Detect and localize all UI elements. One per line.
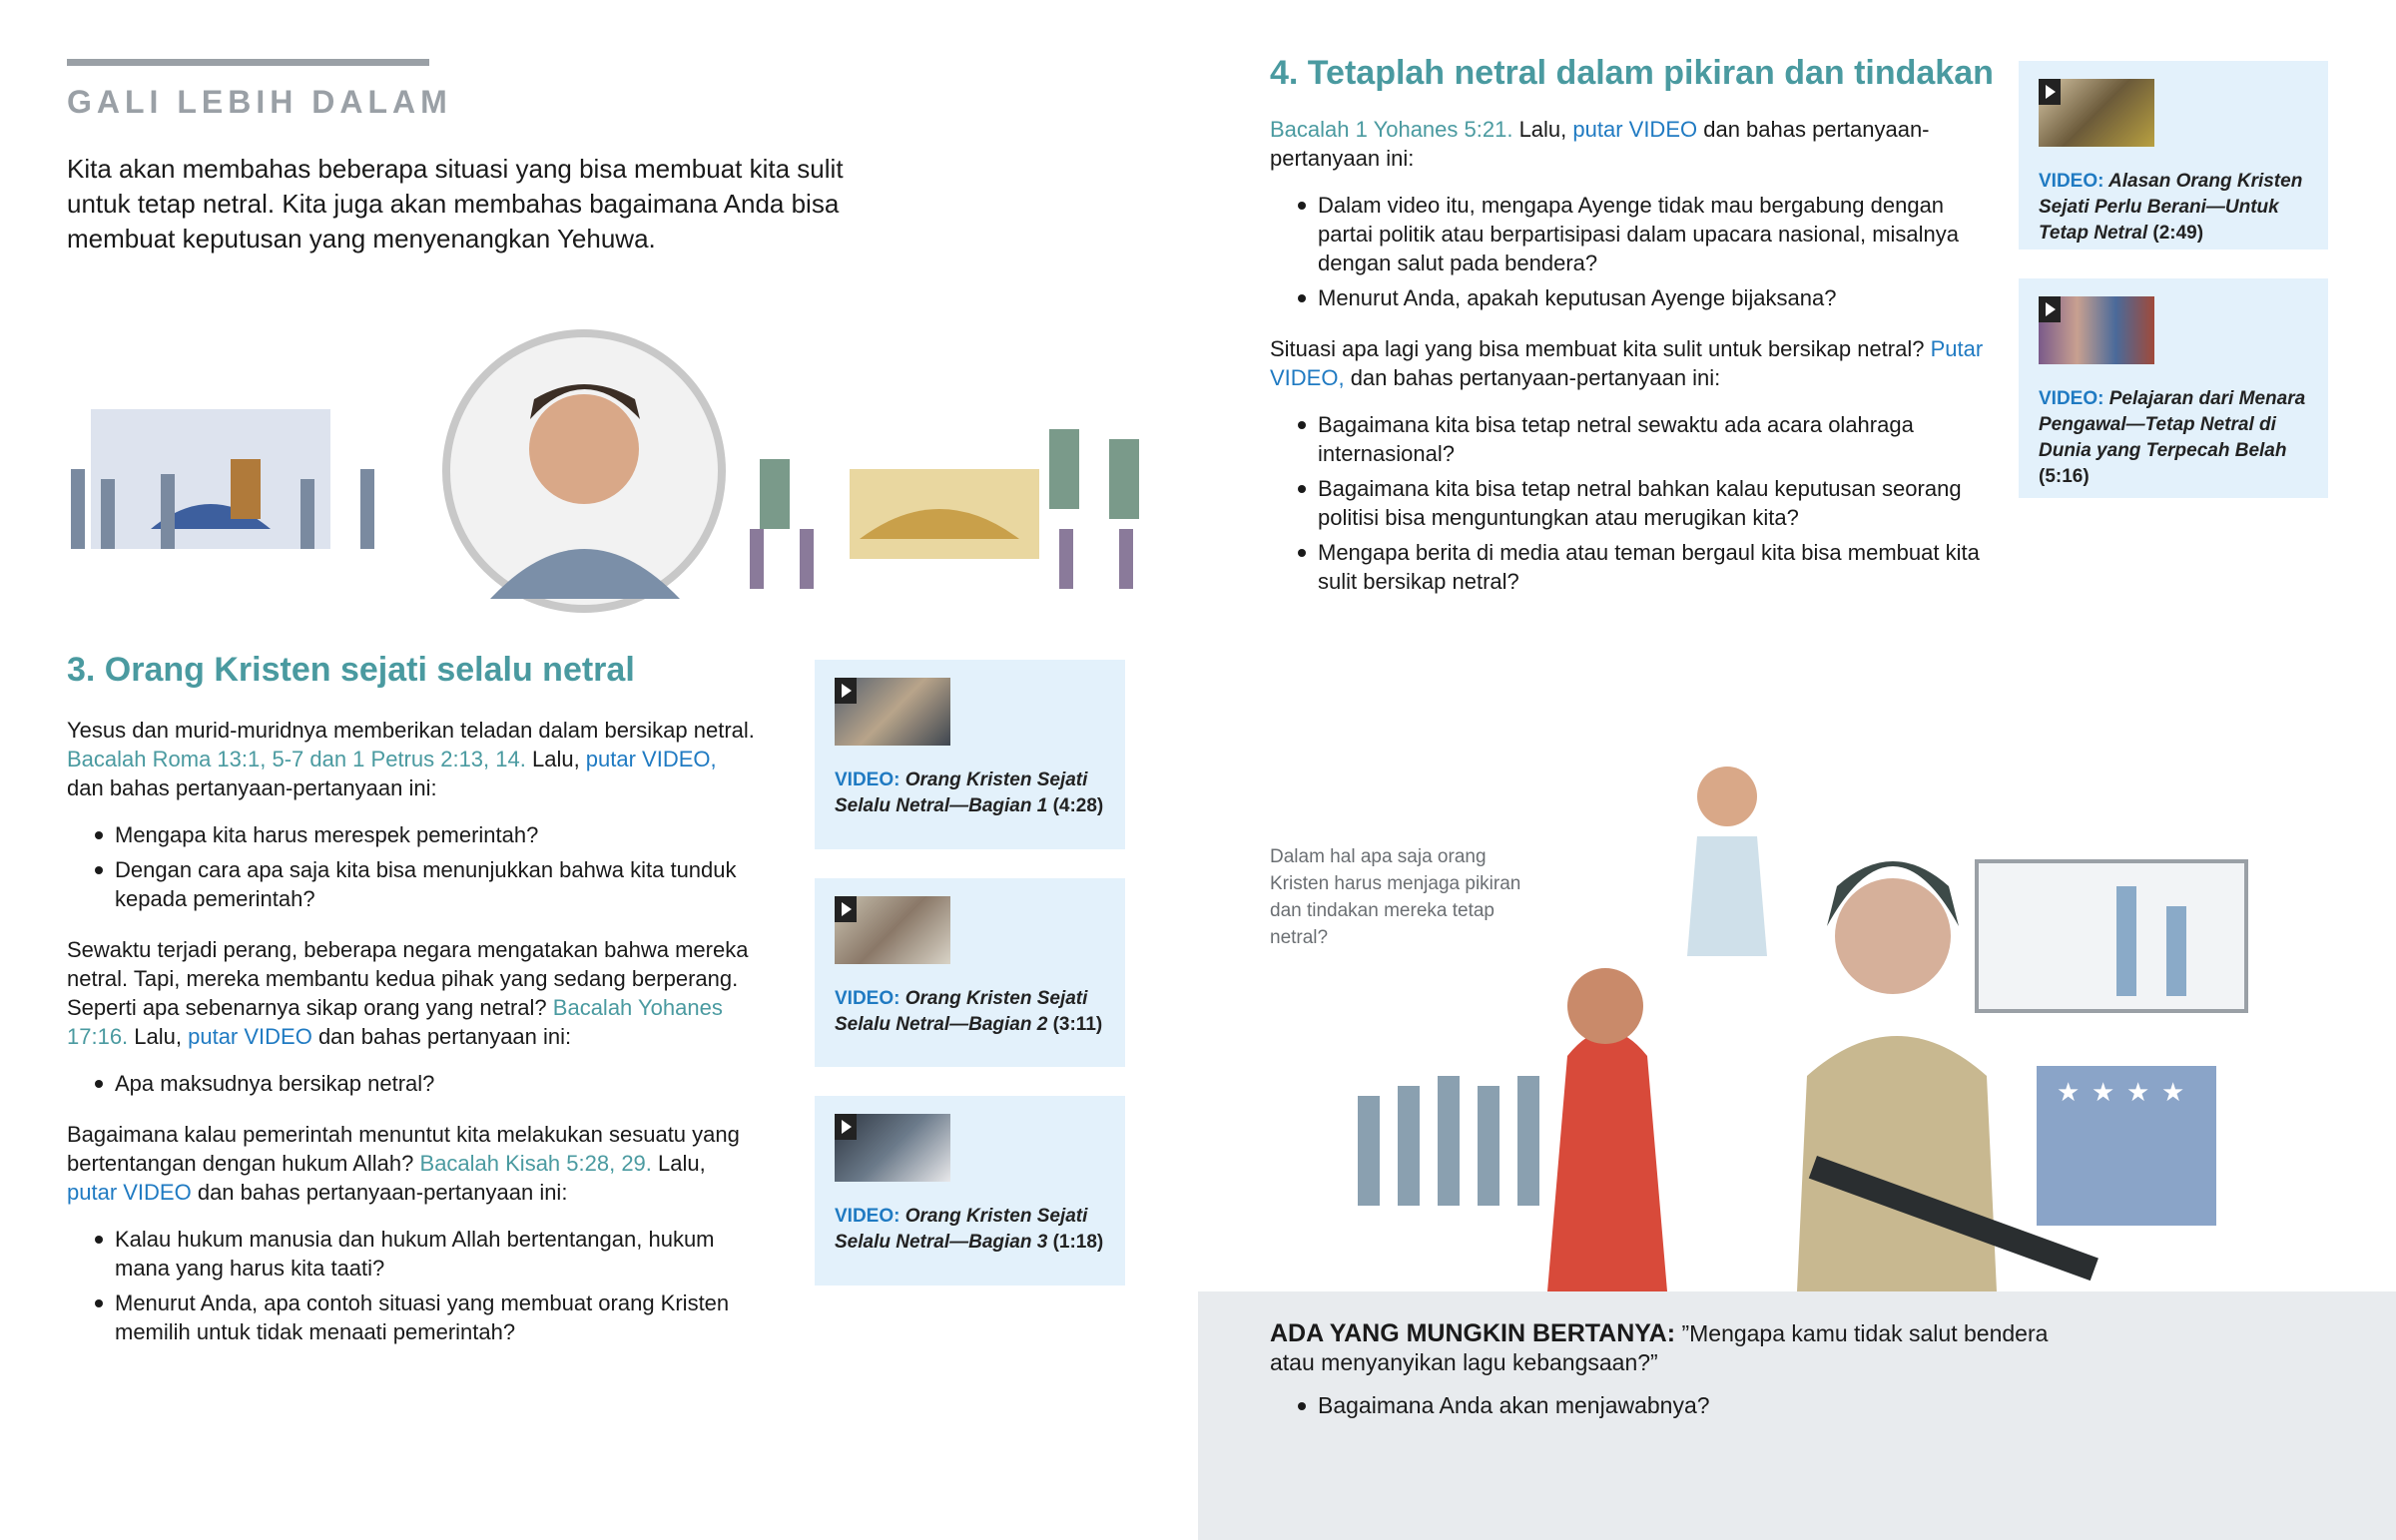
text: Lalu,	[525, 747, 586, 771]
kicker: GALI LEBIH DALAM	[67, 84, 452, 120]
play-video-link[interactable]: putar VIDEO,	[585, 747, 717, 771]
video-thumbnail[interactable]	[835, 1114, 950, 1182]
question: Dengan cara apa saja kita bisa menunjukkan bahwa kita tunduk kepada pemerintah?	[67, 855, 756, 913]
question: Mengapa kita harus merespek pemerintah?	[67, 820, 756, 849]
s3-paragraph-1	[67, 716, 756, 802]
text: dan bahas pertanyaan-pertanyaan ini:	[191, 1180, 568, 1205]
section-3	[67, 651, 756, 1368]
ask-section	[1270, 1319, 2089, 1442]
text: Lalu,	[128, 1024, 189, 1049]
video-label: VIDEO:	[2039, 388, 2104, 409]
question: Kalau hukum manusia dan hukum Allah bertentangan, hukum mana yang harus kita taati?	[67, 1225, 756, 1283]
video-duration: (5:16)	[2039, 466, 2090, 487]
section-4-title: 4. Tetaplah netral dalam pikiran dan tindakan	[1270, 54, 1994, 92]
section-rule	[67, 59, 429, 66]
play-icon	[2039, 79, 2061, 105]
play-video-link[interactable]: Putar VIDEO,	[1270, 336, 1984, 390]
question: Dalam video itu, mengapa Ayenge tidak mau bergabung dengan partai politik atau berpartisipasi dalam upacara nasional, misalnya dengan salut pada bendera?	[1270, 191, 1989, 277]
video-title: Orang Kristen Sejati Selalu Netral—Bagian 1	[835, 770, 1088, 816]
video-title: Orang Kristen Sejati Selalu Netral—Bagian 2	[835, 988, 1088, 1035]
video-thumbnail[interactable]	[2039, 296, 2154, 364]
video-duration: (4:28)	[1052, 795, 1104, 816]
text: dan bahas pertanyaan-pertanyaan ini:	[1344, 365, 1721, 390]
play-icon	[835, 1114, 857, 1140]
video-label: VIDEO:	[2039, 171, 2104, 192]
s3-paragraph-3	[67, 1120, 756, 1207]
video-title: Orang Kristen Sejati Selalu Netral—Bagian 3	[835, 1206, 1088, 1253]
s3-paragraph-2	[67, 935, 756, 1051]
ask-label: ADA YANG MUNGKIN BERTANYA:	[1270, 1319, 1676, 1347]
play-icon	[835, 896, 857, 922]
video-caption	[835, 768, 1105, 819]
video-duration: (3:11)	[1052, 1014, 1103, 1035]
video-label: VIDEO:	[835, 1206, 900, 1227]
video-caption	[2039, 169, 2308, 247]
text: Situasi apa lagi yang bisa membuat kita sulit untuk bersikap netral?	[1270, 336, 1931, 361]
play-icon	[2039, 296, 2061, 322]
text: Sewaktu terjadi perang, beberapa negara mengatakan bahwa mereka netral. Tapi, mereka membantu kedua pihak yang sedang berperang. Seperti apa sebenarnya sikap orang yang netral?	[67, 937, 749, 1020]
video-card[interactable]	[2019, 278, 2328, 498]
text: Lalu,	[1512, 117, 1573, 142]
video-card[interactable]	[815, 660, 1125, 849]
s4-paragraph-1	[1270, 115, 1989, 173]
video-card[interactable]	[815, 1096, 1125, 1285]
video-label: VIDEO:	[835, 770, 900, 790]
video-card[interactable]	[815, 878, 1125, 1067]
svg-text:★: ★	[2057, 1077, 2081, 1107]
scripture-link[interactable]: Bacalah 1 Yohanes 5:21.	[1270, 117, 1513, 142]
text: dan bahas pertanyaan-pertanyaan ini:	[1270, 117, 1930, 171]
video-label: VIDEO:	[835, 988, 900, 1009]
video-title: Alasan Orang Kristen Sejati Perlu Berani—Untuk Tetap Netral	[2039, 171, 2303, 244]
text: dan bahas pertanyaan ini:	[311, 1024, 572, 1049]
question: Bagaimana Anda akan menjawabnya?	[1270, 1391, 2089, 1420]
video-caption	[2039, 386, 2308, 490]
play-video-link[interactable]: putar VIDEO	[67, 1180, 192, 1205]
video-duration: (2:49)	[2152, 223, 2204, 244]
s4-paragraph-2	[1270, 334, 1989, 392]
play-video-link[interactable]: putar VIDEO	[188, 1024, 312, 1049]
video-caption	[835, 1204, 1105, 1256]
question: Bagaimana kita bisa tetap netral sewaktu ada acara olahraga internasional?	[1270, 410, 1989, 468]
svg-text:★: ★	[2161, 1077, 2185, 1107]
section-4	[1270, 54, 1994, 618]
neutrality-illustration	[1338, 757, 2316, 1291]
text: Lalu,	[651, 1151, 706, 1176]
play-icon	[835, 678, 857, 704]
scripture-link[interactable]: Bacalah Yohanes 17:16.	[67, 995, 723, 1049]
text: Bagaimana kalau pemerintah menuntut kita melakukan sesuatu yang bertentangan dengan hukum Allah?	[67, 1122, 740, 1176]
play-video-link[interactable]: putar VIDEO	[1572, 117, 1698, 142]
video-card[interactable]	[2019, 61, 2328, 250]
question: Menurut Anda, apa contoh situasi yang membuat orang Kristen memilih untuk tidak menaati pemerintah?	[67, 1288, 756, 1346]
text: dan bahas pertanyaan-pertanyaan ini:	[67, 775, 437, 800]
ask-prompt	[1270, 1319, 2089, 1377]
scripture-link[interactable]: Bacalah Kisah 5:28, 29.	[419, 1151, 652, 1176]
intro-paragraph: Kita akan membahas beberapa situasi yang bisa membuat kita sulit untuk tetap netral. Kita juga akan membahas bagaimana Anda bisa membuat keputusan yang menyenangkan Yehuwa.	[67, 154, 844, 254]
question: Menurut Anda, apakah keputusan Ayenge bijaksana?	[1270, 283, 1989, 312]
ask-quote: ”Mengapa kamu tidak salut bendera atau menyanyikan lagu kebangsaan?”	[1270, 1320, 2049, 1375]
question: Apa maksudnya bersikap netral?	[67, 1069, 756, 1098]
illustration-caption: Dalam hal apa saja orang Kristen harus menjaga pikiran dan tindakan mereka tetap netral?	[1270, 846, 1521, 948]
question: Bagaimana kita bisa tetap netral bahkan kalau keputusan seorang politisi bisa menguntungkan atau merugikan kita?	[1270, 474, 1989, 532]
video-thumbnail[interactable]	[2039, 79, 2154, 147]
rally-illustration	[61, 329, 1159, 614]
scripture-link[interactable]: Bacalah Roma 13:1, 5-7 dan 1 Petrus 2:13, 14.	[67, 747, 526, 771]
video-caption	[835, 986, 1105, 1038]
video-thumbnail[interactable]	[835, 678, 950, 746]
video-title: Pelajaran dari Menara Pengawal—Tetap Netral di Dunia yang Terpecah Belah	[2039, 388, 2306, 461]
video-duration: (1:18)	[1052, 1232, 1104, 1253]
svg-text:★: ★	[2126, 1077, 2150, 1107]
question: Mengapa berita di media atau teman bergaul kita bisa membuat kita sulit bersikap netral?	[1270, 538, 1989, 596]
section-3-title: 3. Orang Kristen sejati selalu netral	[67, 651, 635, 689]
svg-text:★: ★	[2092, 1077, 2115, 1107]
text: Yesus dan murid-muridnya memberikan teladan dalam bersikap netral.	[67, 718, 755, 743]
video-thumbnail[interactable]	[835, 896, 950, 964]
